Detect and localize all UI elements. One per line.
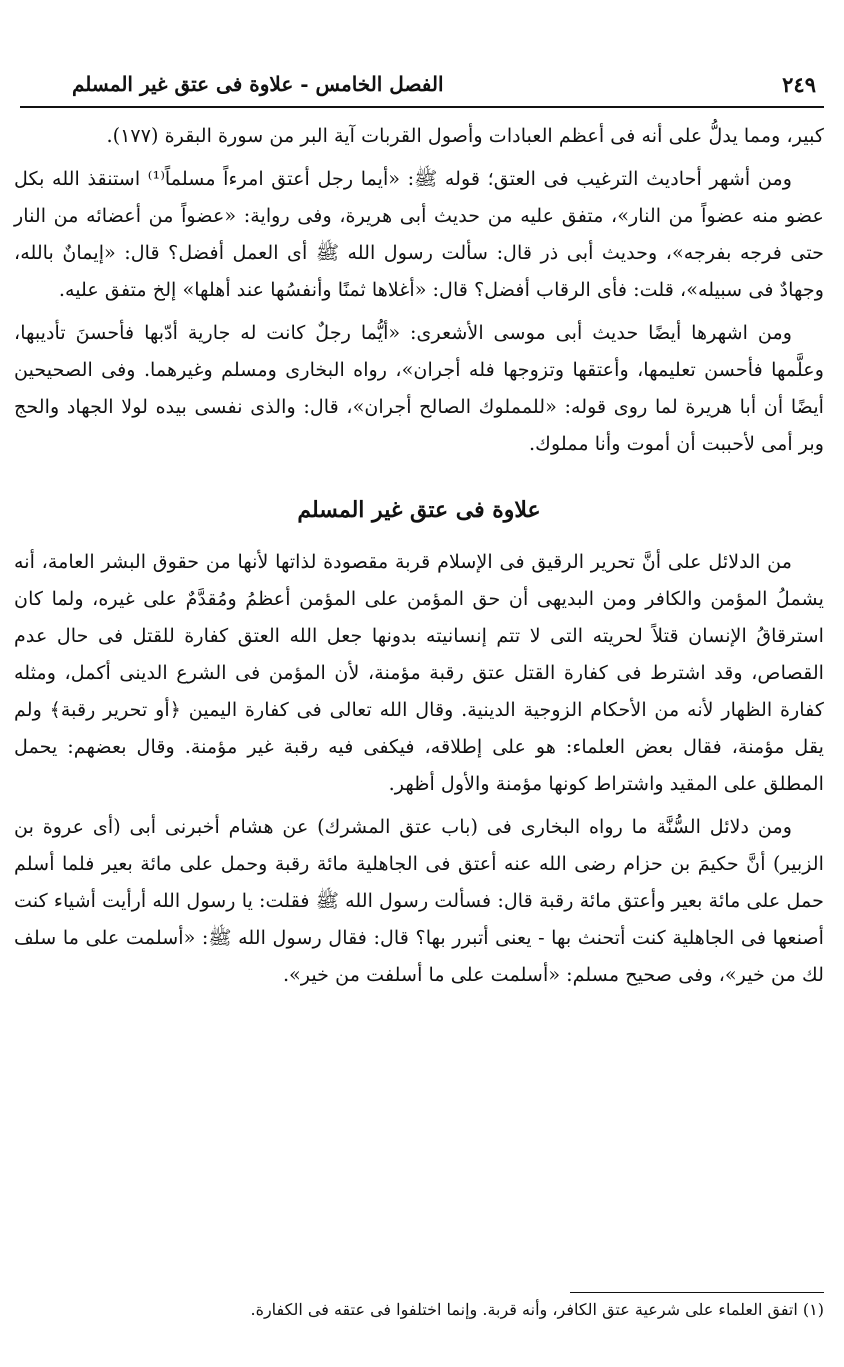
page-number: ٢٤٩	[782, 72, 816, 97]
paragraph-2: ومن أشهر أحاديث الترغيب فى العتق؛ قوله ﷺ: «أيما رجل أعتق امرءاً مسلماً⁽¹⁾ استنقذ الله بكل عضو منه عضواً من النار»، متفق عليه من حديث أبى هريرة، وفى رواية: «عضواً من أعضائه من النار حتى فرجه بفرجه»، وحديث أبى ذر قال: سألت رسول الله ﷺ أى العمل أفضل؟ قال: «إيمانٌ بالله، وجهادٌ فى سبيله»، قلت: فأى الرقاب أفضل؟ قال: «أغلاها ثمنًا وأنفسُها عند أهلها» إلخ متفق عليه.	[14, 167, 824, 301]
body-text	[14, 117, 824, 993]
footnote: (١) اتفق العلماء على شرعية عتق الكافر، وأنه قربة. وإنما اختلفوا فى عتقه فى الكفارة.	[250, 1300, 824, 1319]
section-paragraph-2: ومن دلائل السُّنَّة ما رواه البخارى فى (باب عتق المشرك) عن هشام أخبرنى أبى (أى عروة بن الزبير) أنَّ حكيمَ بن حزام رضى الله عنه أعتق فى الجاهلية مائة رقبة وحمل على مائة بعير فلما أسلم حمل على مائة بعير وأعتق مائة رقبة قال: فسألت رسول الله ﷺ فقلت: يا رسول الله أرأيت أشياء كنت أصنعها فى الجاهلية كنت أتحنث بها - يعنى أتبرر بها؟ قال: فقال رسول الله ﷺ: «أسلمت على ما سلف لك من خير»، وفى صحيح مسلم: «أسلمت على ما أسلفت من خير».	[14, 815, 824, 986]
page-header	[20, 72, 824, 100]
paragraph-3: ومن اشهرها أيضًا حديث أبى موسى الأشعرى: «أيُّما رجلٌ كانت له جارية أدّبها فأحسنَ تأديبها، وعلَّمها فأحسن تعليمها، وأعتقها وتزوجها فله أجران»، رواه البخارى ومسلم وغيرهما. وفى الصحيحين أيضًا أن أبا هريرة لما روى قوله: «للمملوك الصالح أجران»، قال: والذى نفسى بيده لولا الجهاد والحج وبر أمى لأحببت أن أموت وأنا مملوك.	[14, 321, 824, 455]
paragraph-1: كبير، ومما يدلُّ على أنه فى أعظم العبادات وأصول القربات آية البر من سورة البقرة (١٧٧).	[106, 124, 824, 147]
section-title: علاوة فى عتق غير المسلم	[297, 497, 541, 523]
running-head: الفصل الخامس - علاوة فى عتق غير المسلم	[72, 72, 444, 96]
header-rule	[20, 106, 824, 108]
section-paragraph-1: من الدلائل على أنَّ تحرير الرقيق فى الإسلام قربة مقصودة لذاتها لأنها من حقوق البشر العامة، أنه يشملُ المؤمن والكافر ومن البديهى أن حق المؤمن على المؤمن أعظمُ ومُقدَّمٌ على غيره، ولما كان استرقاقُ الإنسان قتلاً لحريته التى لا تتم إنسانيته بدونها جعل الله العتق كفارة للقتل فى حال عدم القصاص، وقد اشترط فى كفارة القتل عتق رقبة مؤمنة، لأن المؤمن فى الشرع الدينى أكمل، ومثله كفارة الظهار لأنه من الأحكام الزوجية الدينية. وقال الله تعالى فى كفارة اليمين ﴿أو تحرير رقبة﴾ ولم يقل مؤمنة، فقال بعض العلماء: هو على إطلاقه، فيكفى فيه رقبة غير مؤمنة. وقال بعضهم: يحمل المطلق على المقيد واشتراط كونها مؤمنة والأول أظهر.	[14, 550, 824, 795]
footnote-rule	[570, 1292, 824, 1293]
